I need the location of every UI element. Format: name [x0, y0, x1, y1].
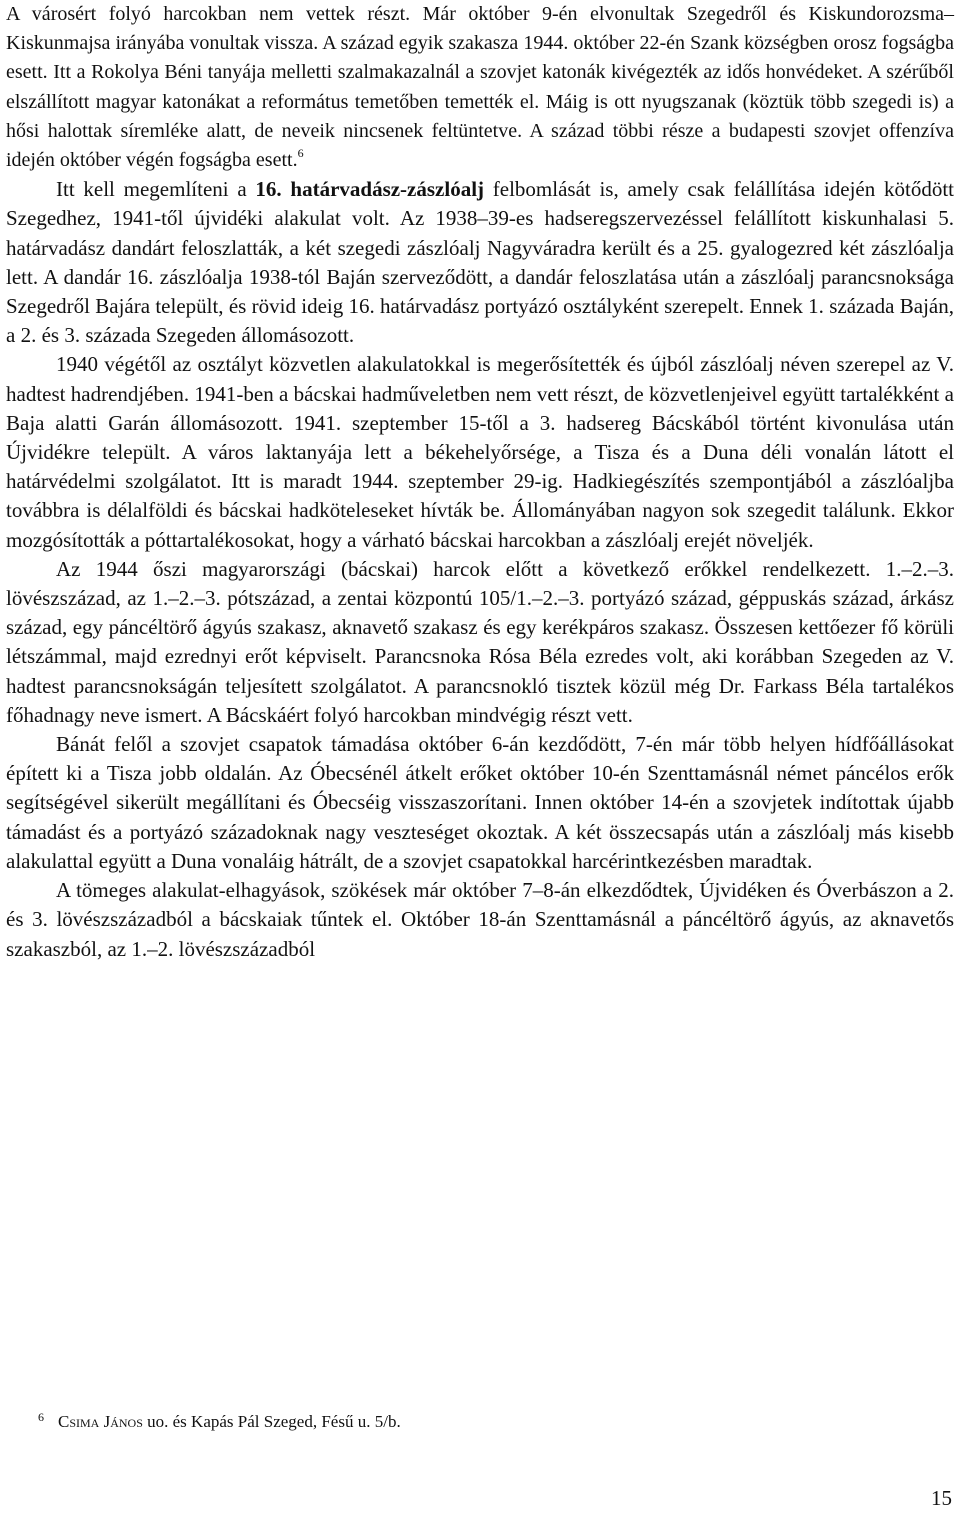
page-number: 15 [931, 1486, 952, 1510]
footnote-mark: 6 [38, 1410, 44, 1424]
footnote-text: uo. és Kapás Pál Szeged, Fésű u. 5/b. [142, 1412, 401, 1431]
paragraph-6-text: A tömeges alakulat-elhagyások, szökések már október 7–8-án elkezdődtek, Újvidéken és Óverbászon a 2. és 3. lövészszázadból a bácskaiak tűntek el. Október 18-án Szenttamásnál a páncéltörő ágyús, az aknavetős szakaszból, az 1.–2. lövészszázadból [6, 878, 954, 961]
paragraph-1-text: A városért folyó harcokban nem vettek részt. Már október 9-én elvonultak Szegedről és Kiskundorozsma–Kiskunmajsa irányába vonultak vissza. A század egyik szakasza 1944. október 22-én Szank községben orosz fogságba esett. Itt a Rokolya Béni tanyája melletti szalmakazalnál a szovjet katonák kivégezték az idős honvédeket. A szérűből elszállított magyar katonákat a református temetőben temették el. Máig is ott nyugszanak (köztük több szegedi is) a hősi halottak síremléke alatt, de neveik nincsenek feltüntetve. A század többi része a budapesti szovjet offenzíva idején október végén fogságba esett. [6, 3, 954, 172]
paragraph-5 [6, 730, 954, 876]
paragraph-4 [6, 555, 954, 730]
paragraph-2-text: Itt kell megemlíteni a 16. határvadász-zászlóalj felbomlását is, amely csak felállítása idején kötődött Szegedhez, 1941-től újvidéki alakulat volt. Az 1938–39-es hadseregszervezéssel felállított kiskunhalasi 5. határvadász dandárt feloszlatták, a két szegedi zászlóalj Nagyváradra került és a 25. gyalogezred két zászlóalja lett. A dandár 16. zászlóalja 1938-tól Baján szerveződött, a dandár feloszlatása után a zászlóalj parancsnoksága Szegedről Bajára települt, és rövid ideig 16. határvadász portyázó osztályként szerepelt. Ennek 1. százada Baján, a 2. és 3. százada Szegeden állomásozott. [6, 177, 954, 348]
footnote-author: Csima János [58, 1412, 143, 1431]
body-text [6, 0, 954, 964]
paragraph-4-text: Az 1944 őszi magyarországi (bácskai) harcok előtt a következő erőkkel rendelkezett. 1.–2.–3. lövészszázad, az 1.–2.–3. pótszázad, a zentai központú 105/1.–2.–3. portyázó század, géppuskás század, árkász század, egy páncéltörő ágyús szakasz, aknavető szakasz és egy kerékpáros szakasz. Összesen kettőezer fő körüli létszámmal, majd ezrednyi erőt képviselt. Parancsnoka Rósa Béla ezredes volt, aki korábban Szegeden az V. hadtest parancsnokságán teljesített szolgálatot. A parancsnokló tisztek közül még Dr. Farkass Béla tartalékos főhadnagy neve ismert. A Bácskáért folyó harcokban mindvégig részt vett. [6, 556, 954, 727]
paragraph-3-text: 1940 végétől az osztályt közvetlen alakulatokkal is megerősítették és újból zászlóalj néven szerepel az V. hadtest hadrendjében. 1941-ben a bácskai hadműveletben nem vett részt, de közvetlenjeivel együtt tartalékként a Baja alatti Garán állomásozott. 1941. szeptember 15-től a 3. hadsereg Bácskából történt kivonulása után Újvidékre települt. A város laktanyája lett a békehelyőrsége, a Tisza és a Duna déli vonalán látott el határvédelmi szolgálatot. Itt is maradt 1944. szeptember 29-ig. Hadkiegészítés szempontjából a zászlóaljba továbbra is délalföldi és bácskai hadköteleseket hívták be. Állományában nagyon sok szegedit találunk. Ekkor mozgósították a póttartalékosokat, hogy a várható bácskai harcokban a zászlóalj erejét növeljék. [6, 352, 954, 552]
paragraph-6 [6, 876, 954, 964]
footnote-reference: 6 [297, 146, 304, 161]
paragraph-1 [6, 0, 954, 175]
footnote [38, 1406, 938, 1433]
paragraph-2 [6, 175, 954, 350]
paragraph-5-text: Bánát felől a szovjet csapatok támadása október 6-án kezdődött, 7-én már több helyen hídfőállásokat épített ki a Tisza jobb oldalán. Az Óbecsénél átkelt erőket október 10-én Szenttamásnál német páncélos erők segítségével sikerült megállítani és Óbecséig visszaszorítani. Innen október 14-én a szovjetek indítottak újabb támadást és a portyázó századoknak nagy veszteséget okoztak. A két összecsapás után a zászlóalj más kisebb alakulattal együtt a Duna vonaláig hátrált, de a szovjet csapatokkal harcérintkezésben maradtak. [6, 732, 954, 873]
emphasized-unit: 16. határvadász-zászlóalj [255, 177, 485, 202]
paragraph-3 [6, 350, 954, 554]
